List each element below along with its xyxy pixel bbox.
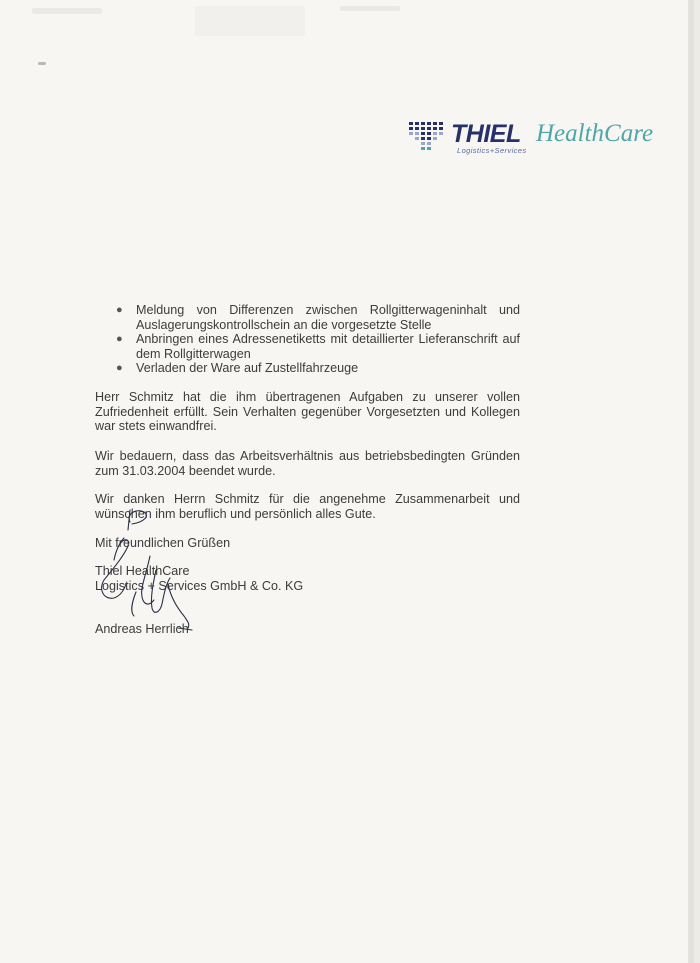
scan-smudge	[340, 6, 400, 11]
greeting: Mit freundlichen Grüßen	[95, 536, 231, 550]
scan-smudge	[32, 8, 102, 14]
list-item	[95, 303, 520, 332]
scan-smudge	[195, 6, 305, 36]
list-item-text: Verladen der Ware auf Zustellfahrzeuge	[136, 361, 359, 376]
logo-name: THIEL	[451, 120, 521, 148]
logo-tagline: Logistics+Services	[457, 146, 527, 155]
scan-edge	[688, 0, 694, 963]
company-legal-name: Logistics + Services GmbH & Co. KG	[95, 578, 304, 593]
termination-paragraph: Wir bedauern, dass das Arbeitsverhältnis aus betriebsbedingten Gründen zum 31.03.2004 beendet wurde.	[95, 449, 520, 478]
bullet-icon: ●	[116, 333, 123, 346]
logo-name-suffix: HealthCare	[536, 120, 654, 147]
bullet-icon: ●	[116, 304, 123, 316]
company-name: Thiel HealthCare	[95, 564, 190, 578]
list-item	[95, 332, 520, 361]
thanks-paragraph: Wir danken Herrn Schmitz für die angenehme Zusammenarbeit und wünschen ihm beruflich und persönlich alles Gute.	[95, 492, 520, 521]
duties-list	[95, 303, 520, 376]
bullet-icon: ●	[116, 362, 123, 375]
performance-paragraph: Herr Schmitz hat die ihm übertragenen Aufgaben zu unserer vollen Zufriedenheit erfüllt. Sein Verhalten gegenüber Vorgesetzten und Kollegen war stets einwandfrei.	[95, 390, 520, 434]
company-logo	[409, 120, 669, 160]
list-item-text: Anbringen eines Adressenetiketts mit detaillierter Lieferanschrift auf dem Rollgitterwagen	[136, 332, 520, 361]
signatory-name: Andreas Herrlich	[95, 622, 189, 636]
logo-grid-icon	[409, 122, 445, 152]
list-item	[95, 361, 520, 376]
handwritten-signature-icon	[84, 500, 214, 645]
list-item-text: Meldung von Differenzen zwischen Rollgitterwageninhalt und Auslagerungskontrollschein an die vorgesetzte Stelle	[136, 303, 520, 332]
scan-smudge	[38, 62, 46, 65]
